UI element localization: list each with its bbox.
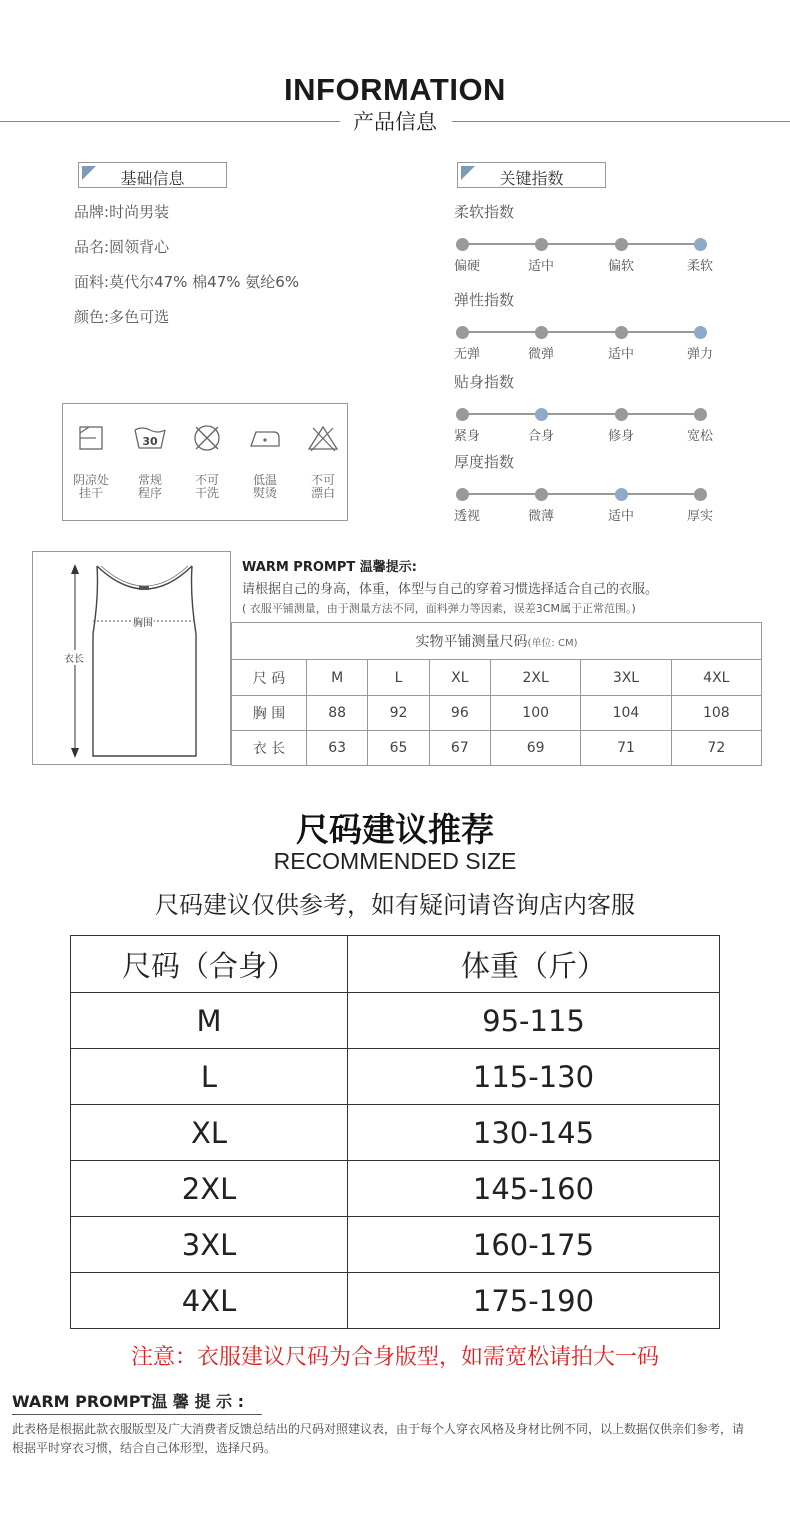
table-cell: 96 bbox=[429, 696, 490, 731]
care-label-line: 不可 bbox=[194, 473, 219, 487]
row-header: 衣 长 bbox=[232, 731, 307, 766]
care-label-line: 程序 bbox=[137, 486, 162, 500]
table-cell: 104 bbox=[581, 696, 671, 731]
care-item-shade-dry bbox=[67, 424, 115, 500]
row-header: 胸 围 bbox=[232, 696, 307, 731]
weight-cell: 160-175 bbox=[348, 1217, 720, 1273]
index-scale-label: 微薄 bbox=[527, 509, 554, 524]
table-cell: 65 bbox=[368, 731, 429, 766]
table-row bbox=[71, 993, 720, 1049]
index-dot bbox=[456, 488, 469, 501]
info-label: 面料: bbox=[74, 273, 110, 291]
warm-prompt-line: 请根据自己的身高，体重，体型与自己的穿着习惯选择适合自己的衣服。 bbox=[242, 582, 659, 597]
measurement-table-caption bbox=[232, 623, 762, 660]
bottom-warm-prompt-underline bbox=[12, 1414, 262, 1415]
weight-cell: 115-130 bbox=[348, 1049, 720, 1105]
table-cell: L bbox=[368, 660, 429, 696]
shade-dry-icon bbox=[76, 424, 106, 452]
index-scale-label: 弹力 bbox=[686, 347, 713, 362]
weight-cell: 145-160 bbox=[348, 1161, 720, 1217]
index-title: 厚度指数 bbox=[454, 453, 515, 471]
table-cell: 72 bbox=[671, 731, 761, 766]
size-cell: 3XL bbox=[71, 1217, 348, 1273]
table-cell: XL bbox=[429, 660, 490, 696]
bottom-warm-prompt-title: WARM PROMPT温 馨 提 示 : bbox=[12, 1392, 245, 1411]
row-header: 尺 码 bbox=[232, 660, 307, 696]
garment-diagram bbox=[32, 551, 231, 765]
index-dot bbox=[535, 488, 548, 501]
size-cell: M bbox=[71, 993, 348, 1049]
care-label-line: 挂干 bbox=[78, 486, 103, 500]
weight-cell: 175-190 bbox=[348, 1273, 720, 1329]
index-scale-label: 适中 bbox=[607, 347, 634, 362]
index-scale-label: 无弹 bbox=[454, 347, 481, 362]
table-header-row bbox=[71, 936, 720, 993]
recommend-table bbox=[70, 935, 720, 1329]
low-iron-icon bbox=[248, 424, 282, 452]
index-scale-label: 偏硬 bbox=[454, 259, 481, 274]
wash-30-icon bbox=[133, 424, 167, 452]
basic-info-tag-label: 基础信息 bbox=[120, 169, 185, 188]
table-cell: 92 bbox=[368, 696, 429, 731]
recommend-note: 尺码建议仅供参考，如有疑问请咨询店内客服 bbox=[155, 891, 635, 919]
table-row bbox=[71, 1161, 720, 1217]
index-dot-active bbox=[615, 488, 628, 501]
index-dot bbox=[456, 238, 469, 251]
no-bleach-icon bbox=[307, 424, 339, 452]
no-tumble-dry-icon bbox=[192, 424, 222, 452]
header-title: INFORMATION bbox=[284, 72, 506, 107]
size-cell: L bbox=[71, 1049, 348, 1105]
index-scale-label: 紧身 bbox=[454, 429, 481, 444]
info-value: 时尚男装 bbox=[109, 203, 170, 221]
header-subtitle: 产品信息 bbox=[353, 110, 437, 134]
index-title: 柔软指数 bbox=[454, 203, 515, 221]
table-cell: 108 bbox=[671, 696, 761, 731]
warm-prompt-title: WARM PROMPT 温馨提示: bbox=[242, 560, 417, 575]
weight-cell: 130-145 bbox=[348, 1105, 720, 1161]
header-divider-left bbox=[0, 121, 340, 122]
care-instructions-box bbox=[62, 403, 348, 521]
recommend-title: 尺码建议推荐 bbox=[296, 810, 494, 849]
column-header: 体重（斤） bbox=[348, 936, 720, 993]
index-dot bbox=[535, 326, 548, 339]
index-dot bbox=[535, 238, 548, 251]
index-title: 弹性指数 bbox=[454, 291, 515, 309]
info-row-fabric bbox=[74, 271, 299, 292]
care-label-line: 常规 bbox=[137, 473, 162, 487]
table-row bbox=[71, 1217, 720, 1273]
index-scale-label: 适中 bbox=[607, 509, 634, 524]
care-label-line: 熨烫 bbox=[252, 486, 277, 500]
index-scale-label: 宽松 bbox=[686, 429, 713, 444]
header-divider-right bbox=[452, 121, 790, 122]
index-dot-active bbox=[694, 326, 707, 339]
care-label-line: 阴凉处 bbox=[72, 473, 109, 487]
info-row-brand bbox=[74, 201, 169, 222]
bottom-warm-prompt-text: 此表格是根据此款衣服版型及广大消费者反馈总结出的尺码对照建议表，由于每个人穿衣风格及身材比例不同，以上数据仅供亲们参考，请根据平时穿衣习惯，结合自己体形型，选择尺码。 bbox=[12, 1422, 745, 1455]
care-item-wash bbox=[126, 424, 174, 500]
index-dot bbox=[694, 488, 707, 501]
size-cell: 4XL bbox=[71, 1273, 348, 1329]
caption-unit: (单位: CM) bbox=[527, 638, 578, 649]
chest-label: 胸围 bbox=[132, 614, 154, 629]
care-item-no-dryclean bbox=[183, 424, 231, 500]
index-scale-label: 偏软 bbox=[607, 259, 634, 274]
table-cell: 71 bbox=[581, 731, 671, 766]
care-label-line: 漂白 bbox=[310, 486, 335, 500]
table-row bbox=[232, 731, 762, 766]
index-scale-line bbox=[462, 413, 701, 415]
table-row bbox=[71, 1049, 720, 1105]
table-row bbox=[71, 1105, 720, 1161]
recommend-subtitle: RECOMMENDED SIZE bbox=[273, 848, 517, 874]
table-cell: 3XL bbox=[581, 660, 671, 696]
table-cell: 69 bbox=[490, 731, 580, 766]
care-label-line: 低温 bbox=[252, 473, 277, 487]
table-cell: 88 bbox=[307, 696, 368, 731]
index-dot bbox=[615, 408, 628, 421]
key-index-tag bbox=[457, 162, 606, 188]
table-cell: 100 bbox=[490, 696, 580, 731]
index-scale-line bbox=[462, 331, 701, 333]
index-scale-line bbox=[462, 493, 701, 495]
table-cell: 2XL bbox=[490, 660, 580, 696]
measurement-table bbox=[231, 622, 762, 766]
table-row bbox=[232, 696, 762, 731]
size-cell: 2XL bbox=[71, 1161, 348, 1217]
index-dot-active bbox=[694, 238, 707, 251]
index-dot-active bbox=[535, 408, 548, 421]
caption-text: 实物平铺测量尺码 bbox=[415, 634, 528, 650]
index-dot bbox=[615, 238, 628, 251]
index-dot bbox=[615, 326, 628, 339]
info-label: 品名: bbox=[74, 238, 110, 256]
care-item-no-bleach bbox=[299, 424, 347, 500]
weight-cell: 95-115 bbox=[348, 993, 720, 1049]
index-scale-label: 微弹 bbox=[527, 347, 554, 362]
info-value: 圆领背心 bbox=[109, 238, 170, 256]
warm-prompt-note: ( 衣服平铺测量，由于测量方法不同，面料弹力等因素，误差3CM属于正常范围。) bbox=[242, 602, 636, 615]
index-title: 贴身指数 bbox=[454, 373, 515, 391]
care-item-low-iron bbox=[241, 424, 289, 500]
info-value: 多色可选 bbox=[109, 308, 170, 326]
index-dot bbox=[456, 408, 469, 421]
table-cell: M bbox=[307, 660, 368, 696]
wash-temp-text: 30 bbox=[142, 435, 158, 448]
key-index-tag-label: 关键指数 bbox=[499, 169, 564, 188]
index-scale-label: 厚实 bbox=[686, 509, 713, 524]
table-cell: 67 bbox=[429, 731, 490, 766]
index-dot bbox=[456, 326, 469, 339]
index-scale-label: 柔软 bbox=[686, 259, 713, 274]
info-row-color bbox=[74, 306, 169, 327]
tank-top-outline-icon bbox=[33, 552, 232, 766]
info-label: 品牌: bbox=[74, 203, 110, 221]
index-scale-label: 合身 bbox=[527, 429, 554, 444]
basic-info-tag bbox=[78, 162, 227, 188]
table-cell: 63 bbox=[307, 731, 368, 766]
table-row bbox=[71, 1273, 720, 1329]
size-warning: 注意：衣服建议尺码为合身版型，如需宽松请拍大一码 bbox=[130, 1345, 659, 1370]
table-cell: 4XL bbox=[671, 660, 761, 696]
info-label: 颜色: bbox=[74, 308, 110, 326]
info-value: 莫代尔47% 棉47% 氨纶6% bbox=[109, 273, 300, 291]
info-row-name bbox=[74, 236, 169, 257]
table-row bbox=[232, 660, 762, 696]
column-header: 尺码（合身） bbox=[71, 936, 348, 993]
index-scale-line bbox=[462, 243, 701, 245]
index-scale-label: 透视 bbox=[454, 509, 481, 524]
index-scale-label: 修身 bbox=[607, 429, 634, 444]
size-cell: XL bbox=[71, 1105, 348, 1161]
length-label: 衣长 bbox=[64, 650, 84, 665]
index-dot bbox=[694, 408, 707, 421]
care-label-line: 干洗 bbox=[194, 486, 219, 500]
index-scale-label: 适中 bbox=[527, 259, 554, 274]
care-label-line: 不可 bbox=[310, 473, 335, 487]
